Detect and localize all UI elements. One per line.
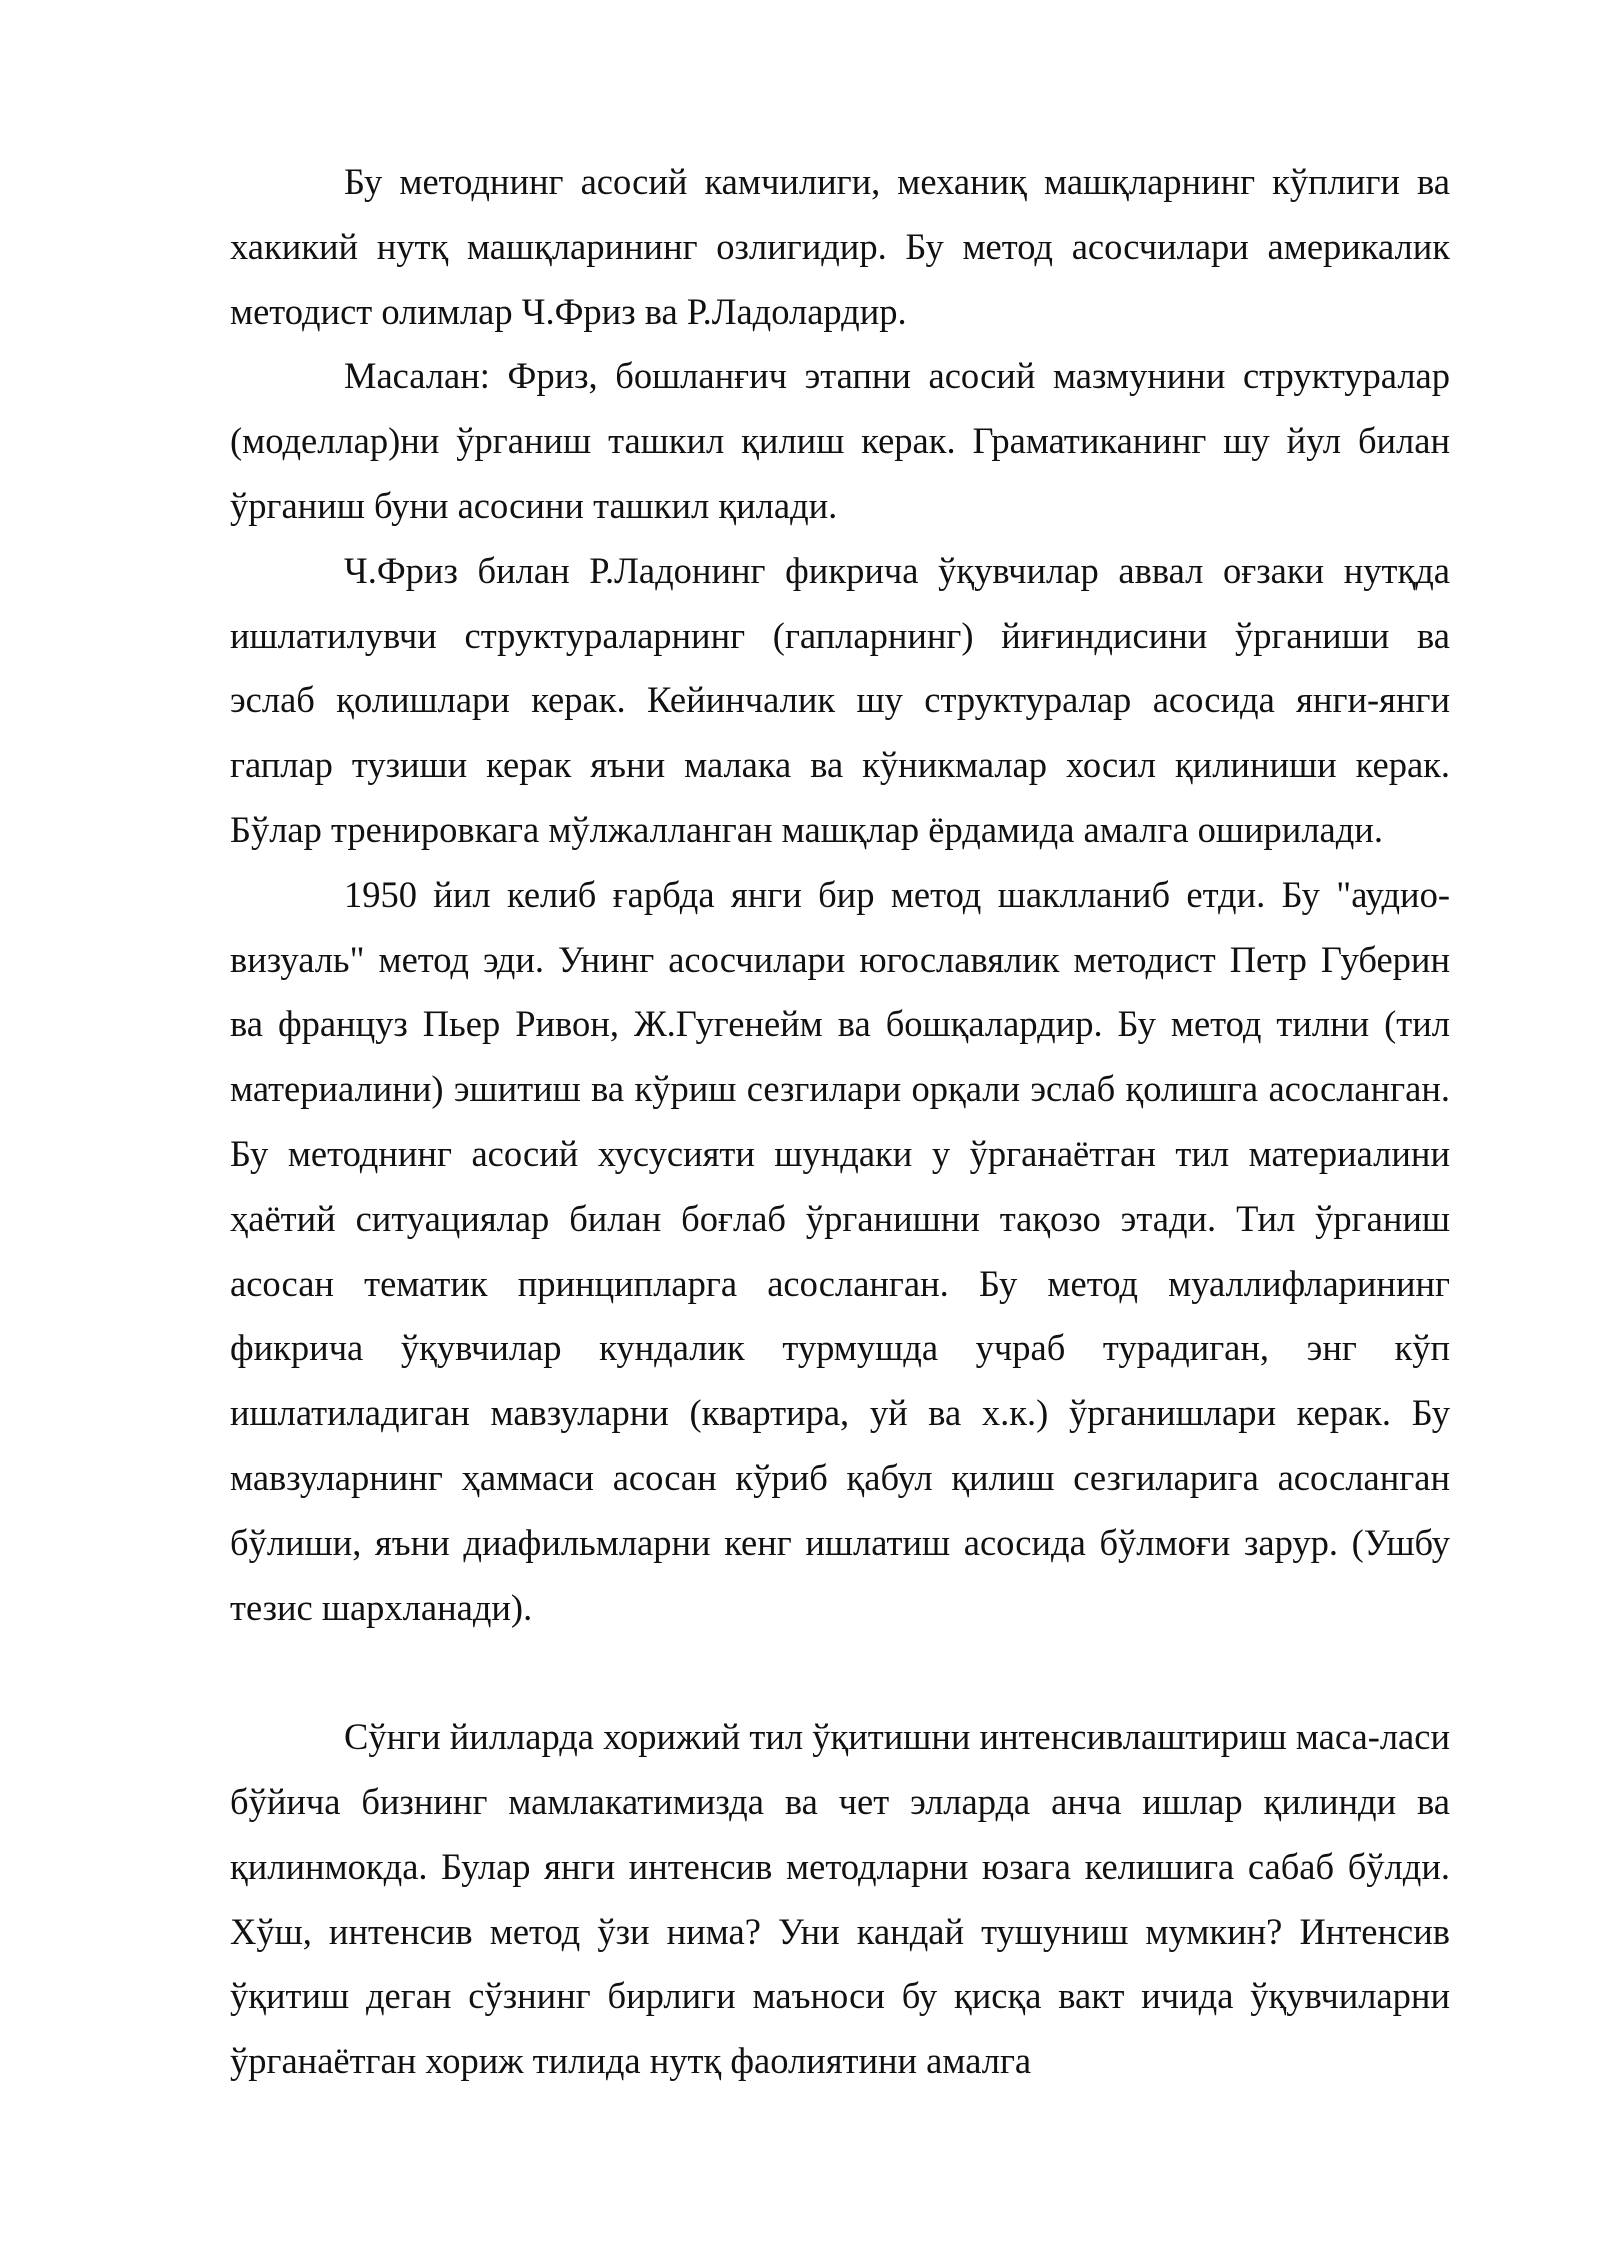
paragraph-5: Сўнги йилларда хорижий тил ўқитишни интенсивлаштириш маса-ласи бўйича бизнинг мамлакатимизда ва чет элларда анча ишлар қилинди ва қилинмокда. Булар янги интенсив методларни юзага келишига сабаб бўлди. Хўш, интенсив метод ўзи нима? Уни кандай тушуниш мумкин? Интенсив ўқитиш деган сўзнинг бирлиги маъноси бу қисқа вакт ичида ўқувчиларни ўрганаётган хориж тилида нутқ фаолиятини амалга bbox=[230, 1716, 1450, 2082]
paragraph-4: 1950 йил келиб ғарбда янги бир метод шаклланиб етди. Бу "аудио-визуаль" метод эди. Унинг асосчилари югославялик методист Петр Губерин ва француз Пьер Ривон, Ж.Гугенейм ва бошқалардир. Бу метод тилни (тил материалини) эшитиш ва кўриш сезгилари орқали эслаб қолишга асосланган. Бу методнинг асосий хусусияти шундаки у ўрганаётган тил материалини ҳаётий ситуациялар билан боғлаб ўрганишни тақозо этади. Тил ўрганиш асосан тематик принципларга асосланган. Бу метод муаллифларининг фикрича ўқувчилар кундалик турмушда учраб турадиган, энг кўп ишлатиладиган мавзуларни (квартира, уй ва х.к.) ўрганишлари керак. Бу мавзуларнинг ҳаммаси асосан кўриб қабул қилиш сезгиларига асосланган бўлиши, яъни диафильмларни кенг ишлатиш асосида бўлмоғи зарур. (Ушбу тезис шархланади). bbox=[230, 873, 1450, 1628]
paragraph-2: Масалан: Фриз, бошланғич этапни асосий мазмунини структуралар (моделлар)ни ўрганиш ташкил қилиш керак. Граматиканинг шу йул билан ўрганиш буни асосини ташкил қилади. bbox=[230, 355, 1450, 526]
paragraph-1: Бу методнинг асосий камчилиги, механиқ машқларнинг кўплиги ва хакикий нутқ машқларининг озлигидир. Бу метод асосчилари америкалик методист олимлар Ч.Фриз ва Р.Ладолардир. bbox=[230, 161, 1450, 332]
paragraph-3: Ч.Фриз билан Р.Ладонинг фикрича ўқувчилар аввал оғзаки нутқда ишлатилувчи структураларнинг (гапларнинг) йиғиндисини ўрганиши ва эслаб қолишлари керак. Кейинчалик шу структуралар асосида янги-янги гаплар тузиши керак яъни малака ва кўникмалар хосил қилиниши керак. Бўлар тренировкага мўлжалланган машқлар ёрдамида амалга оширилади. bbox=[230, 549, 1450, 850]
document-page bbox=[230, 150, 1450, 2094]
